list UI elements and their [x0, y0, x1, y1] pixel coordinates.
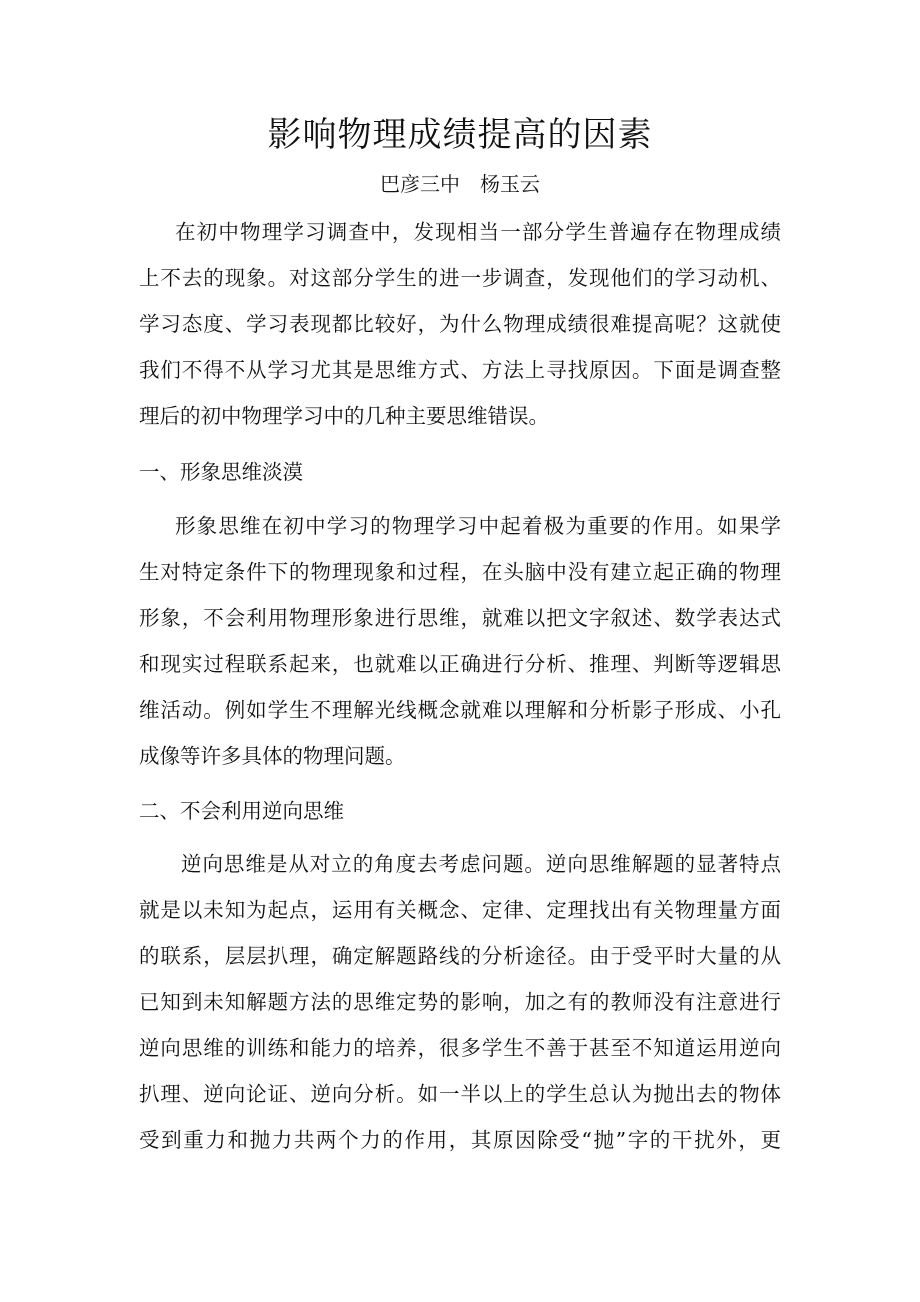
intro-line: 在初中物理学习调查中，发现相当一部分学生普遍存在物理成绩 [175, 220, 781, 244]
author-line: 巴彦三中 杨玉云 [380, 172, 540, 196]
intro-line: 理后的初中物理学习中的几种主要思维错误。 [139, 404, 549, 428]
intro-line: 上不去的现象。对这部分学生的进一步调查，发现他们的学习动机、 [139, 266, 781, 290]
section2-line: 已知到未知解题方法的思维定势的影响，加之有的教师没有注意进行 [139, 990, 781, 1014]
section2-line: 就是以未知为起点，运用有关概念、定律、定理找出有关物理量方面 [139, 898, 781, 922]
section-heading: 一、形象思维淡漠 [139, 460, 303, 484]
section2-line: 逆向思维是从对立的角度去考虑问题。逆向思维解题的显著特点 [181, 852, 781, 876]
section2-line: 受到重力和抛力共两个力的作用，其原因除受“抛”字的干扰外，更 [139, 1128, 781, 1152]
section2-line: 扒理、逆向论证、逆向分析。如一半以上的学生总认为抛出去的物体 [139, 1082, 781, 1106]
section1-line: 维活动。例如学生不理解光线概念就难以理解和分析影子形成、小孔 [139, 698, 781, 722]
section1-line: 和现实过程联系起来，也就难以正确进行分析、推理、判断等逻辑思 [139, 652, 781, 676]
section2-line: 逆向思维的训练和能力的培养，很多学生不善于甚至不知道运用逆向 [139, 1036, 781, 1060]
section1-line: 生对特定条件下的物理现象和过程，在头脑中没有建立起正确的物理 [139, 560, 781, 584]
section-heading: 二、不会利用逆向思维 [139, 799, 344, 823]
intro-line: 学习态度、学习表现都比较好，为什么物理成绩很难提高呢？这就使 [139, 312, 781, 336]
section1-line: 形象，不会利用物理形象进行思维，就难以把文字叙述、数学表达式 [139, 606, 781, 630]
section1-line: 形象思维在初中学习的物理学习中起着极为重要的作用。如果学 [175, 514, 781, 538]
section2-line: 的联系，层层扒理，确定解题路线的分析途径。由于受平时大量的从 [139, 944, 781, 968]
intro-line: 我们不得不从学习尤其是思维方式、方法上寻找原因。下面是调查整 [139, 358, 781, 382]
document-title: 影响物理成绩提高的因素 [267, 115, 653, 155]
section1-line: 成像等许多具体的物理问题。 [139, 744, 406, 768]
